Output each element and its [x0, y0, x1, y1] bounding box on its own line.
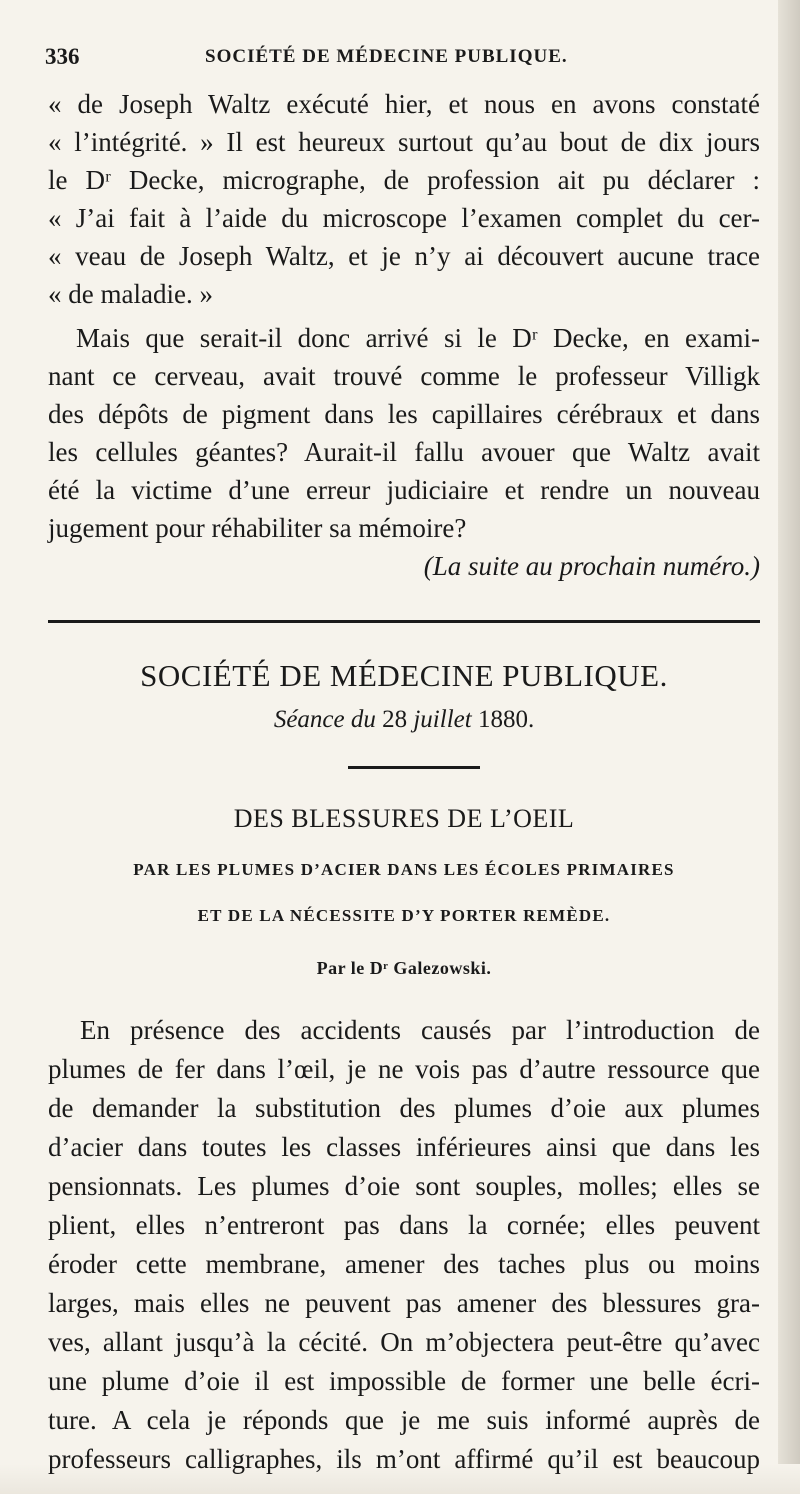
session-year: 1880.: [477, 706, 535, 733]
text-line: le Dʳ Decke, micrographe, de profession ait pu déclarer :: [48, 165, 760, 195]
session-date: [48, 706, 760, 734]
article-title: DES BLESSURES DE L’OEIL: [233, 804, 575, 833]
section-divider: [48, 620, 760, 623]
continuation-note: (La suite au prochain numéro.): [423, 551, 760, 581]
text-line: « de Joseph Waltz exécuté hier, et nous en avons constaté: [48, 89, 760, 119]
page-edge-shadow: [778, 0, 800, 1494]
short-divider: [348, 766, 480, 769]
text-line: larges, mais elles ne peuvent pas amener des blessures gra-: [48, 1288, 760, 1318]
session-prefix: Séance du: [273, 706, 376, 733]
text-line: plumes de fer dans l’œil, je ne vois pas d’autre ressource que: [48, 1054, 760, 1084]
text-line: jugement pour réhabiliter sa mémoire?: [48, 513, 467, 543]
section-title: SOCIÉTÉ DE MÉDECINE PUBLIQUE.: [140, 658, 668, 693]
running-head: SOCIÉTÉ DE MÉDECINE PUBLIQUE.: [205, 46, 568, 67]
page-number: 336: [45, 44, 80, 69]
article-subtitle: PAR LES PLUMES D’ACIER DANS LES ÉCOLES PRIMAIRES: [133, 860, 675, 879]
text-line: ves, allant jusqu’à la cécité. On m’objectera peut-être qu’avec: [48, 1327, 760, 1357]
text-line: « de maladie. »: [48, 279, 213, 309]
text-line: professeurs calligraphes, ils m’ont affirmé qu’il est beaucoup: [48, 1444, 760, 1474]
text-line: les cellules géantes? Aurait-il fallu avouer que Waltz avait: [48, 437, 760, 467]
text-line: « veau de Joseph Waltz, et je n’y ai découvert aucune trace: [48, 241, 760, 271]
page-header: [45, 44, 765, 76]
text-line: des dépôts de pigment dans les capillaires cérébraux et dans: [48, 399, 760, 429]
text-line: « J’ai fait à l’aide du microscope l’examen complet du cer-: [48, 203, 760, 233]
text-line: ture. A cela je réponds que je me suis informé auprès de: [48, 1405, 760, 1435]
text-line: d’acier dans toutes les classes inférieures ainsi que dans les: [48, 1132, 760, 1162]
text-line: pensionnats. Les plumes d’oie sont souples, molles; elles se: [48, 1171, 760, 1201]
text-line: En présence des accidents causés par l’introduction de: [80, 1015, 760, 1045]
text-line: « l’intégrité. » Il est heureux surtout qu’au bout de dix jours: [48, 127, 760, 157]
article-author: Par le Dʳ Galezowski.: [316, 958, 492, 978]
text-line: de demander la substitution des plumes d’oie aux plumes: [48, 1093, 760, 1123]
session-day: 28: [382, 706, 408, 733]
text-line: plient, elles n’entreront pas dans la cornée; elles peuvent: [48, 1210, 760, 1240]
session-month: juillet: [413, 706, 472, 733]
text-line: été la victime d’une erreur judiciaire et rendre un nouveau: [48, 475, 760, 505]
text-line: éroder cette membrane, amener des taches plus ou moins: [48, 1249, 760, 1279]
text-line: une plume d’oie il est impossible de former une belle écri-: [48, 1366, 760, 1396]
article-subtitle: ET DE LA NÉCESSITE D’Y PORTER REMÈDE.: [197, 906, 611, 925]
text-line: nant ce cerveau, avait trouvé comme le professeur Villigk: [48, 361, 760, 391]
text-line: Mais que serait-il donc arrivé si le Dʳ Decke, en exami-: [76, 323, 760, 353]
